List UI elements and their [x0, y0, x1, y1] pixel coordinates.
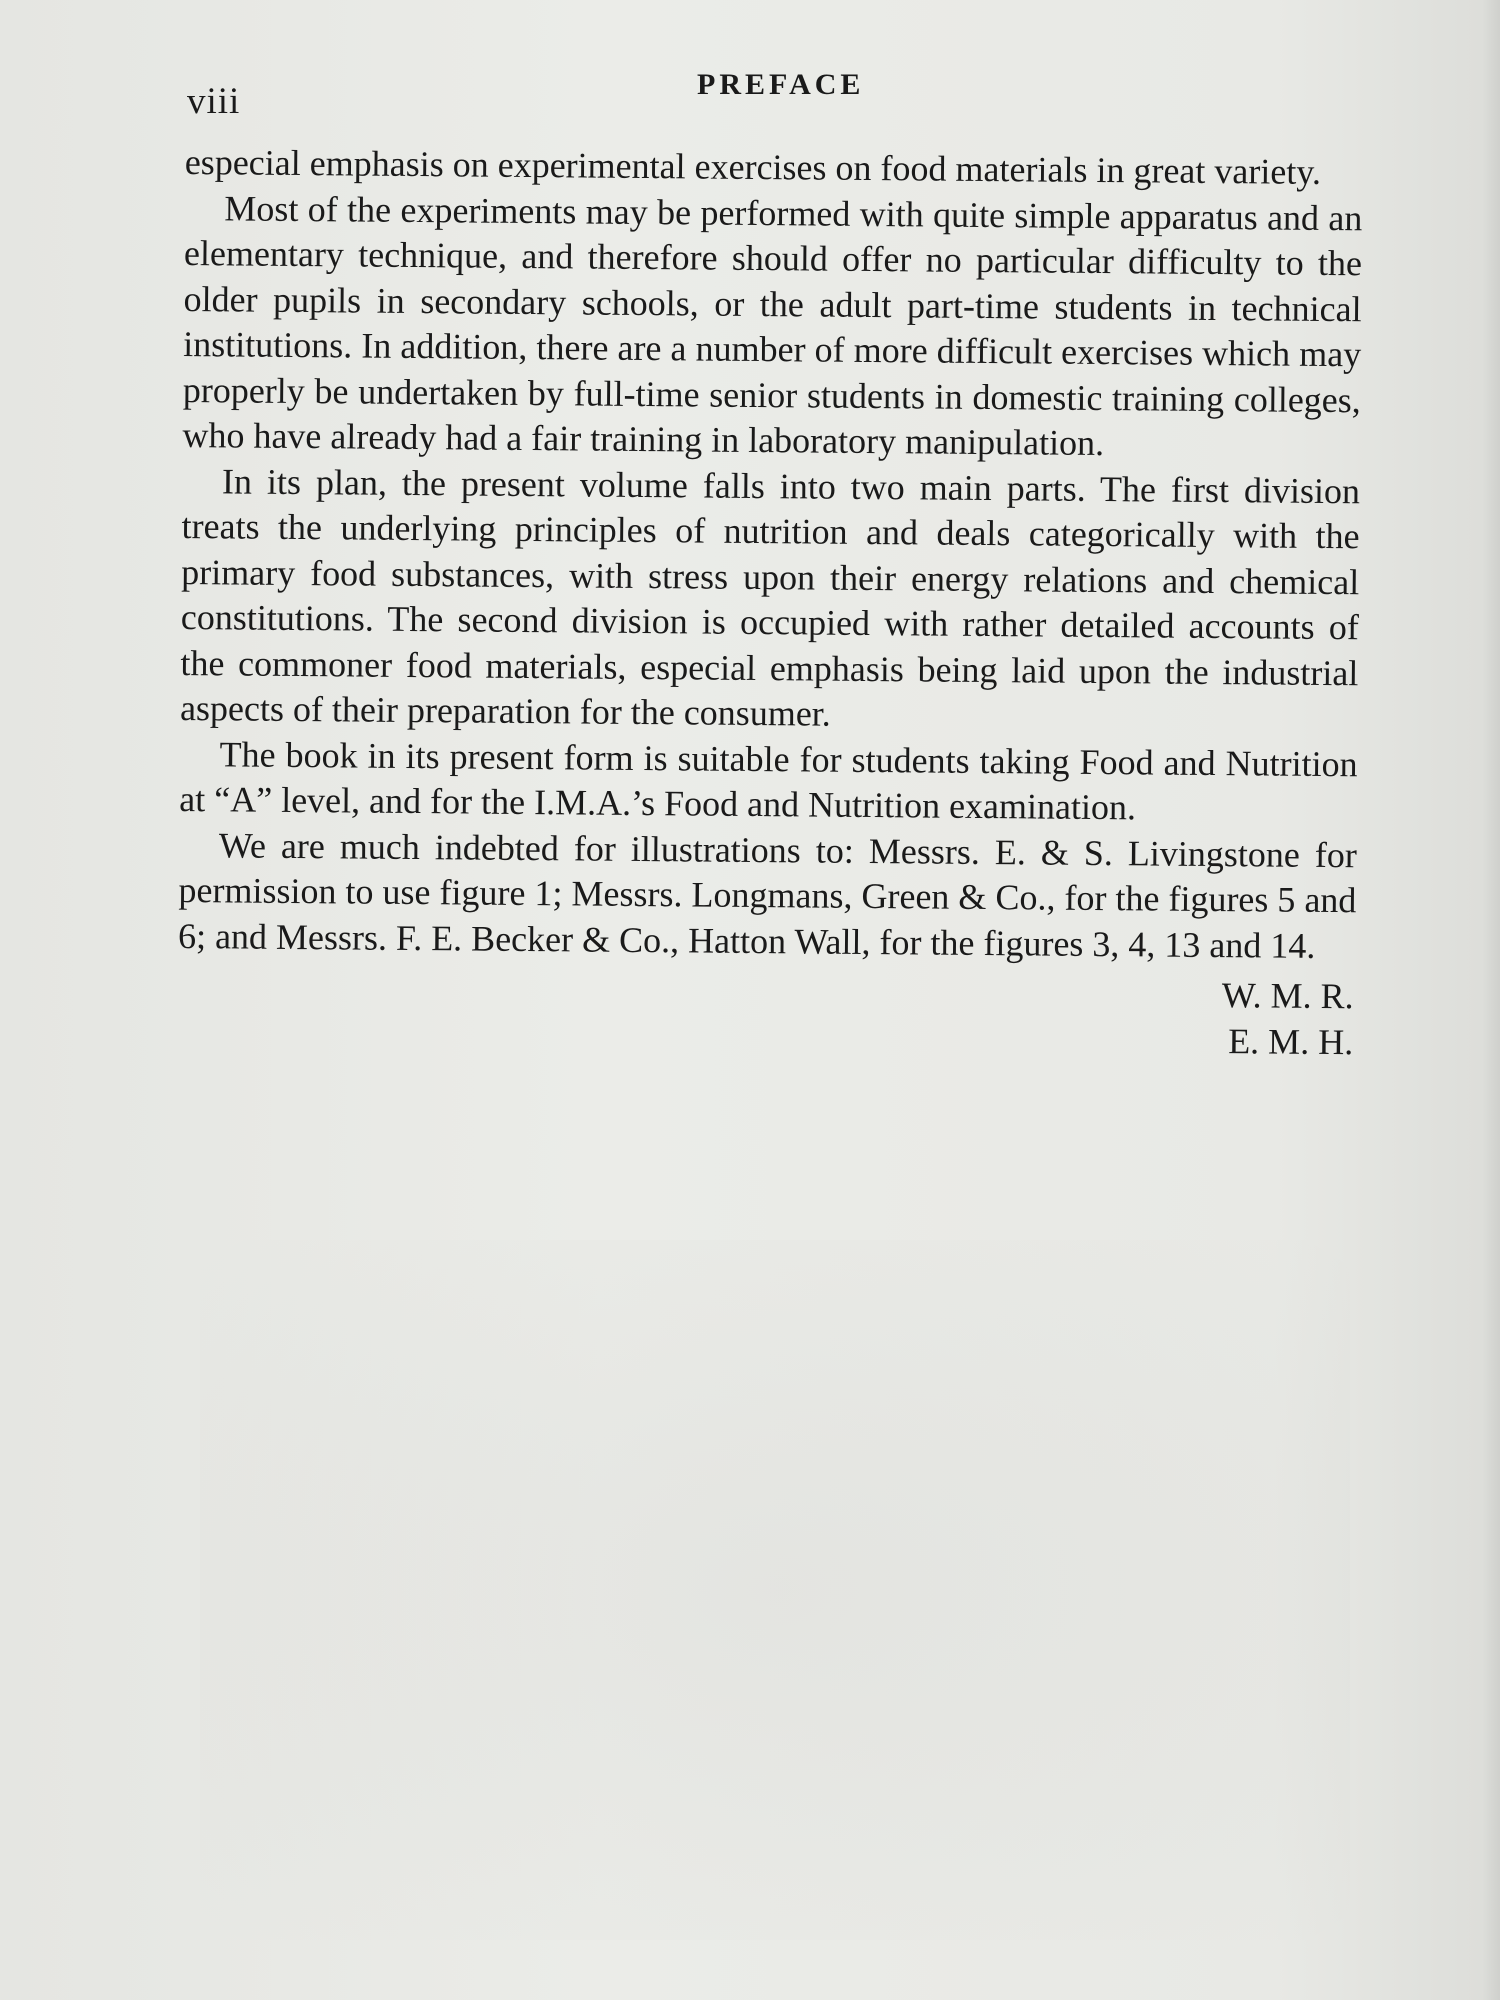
paragraph: In its plan, the present volume falls into two main parts. The first division treats the underlying principles of nutrition and deals categorically with the primary food substances, with stress upon their energy relations and chemical constitutions. The second division is occupied with rather detailed accounts of the commoner food materials, especial emphasis being laid upon the industrial aspects of their preparation for the consumer.: [179, 460, 1361, 734]
paragraph: Most of the experiments may be performed with quite simple apparatus and an elementary technique, and therefore should offer no particular difficulty to the older pupils in secondary schools, or the adult part-time students in technical institutions. In addition, there are a number of more difficult exercises which may properly be undertaken by full-time senior students in domestic training colleges, who have already had a fair training in laboratory manipulation.: [182, 187, 1363, 464]
page-number: viii: [187, 81, 241, 122]
paragraph: especial emphasis on experimental exercises on food materials in great variety.: [184, 141, 1322, 192]
paragraph: We are much indebted for illustrations to: Messrs. E. & S. Livingstone for permission to use figure 1; Messrs. Longmans, Green & Co., for the figures 5 and 6; and Messrs. F. E. Becker & Co., Hatton Wall, for the figures 3, 4, 13 and 14.: [177, 824, 1357, 966]
preface-body: [177, 140, 1363, 1065]
author-initials: [177, 963, 1356, 1065]
page-edge-shadow: [1482, 0, 1500, 2000]
running-title: PREFACE: [697, 68, 865, 101]
signature-initials: E. M. H.: [1228, 1021, 1354, 1063]
show-through-shadow: [200, 1240, 1350, 1940]
signature-initials: W. M. R.: [1221, 975, 1354, 1017]
paragraph: The book in its present form is suitable for students taking Food and Nutrition at “A” level, and for the I.M.A.’s Food and Nutrition examination.: [179, 733, 1358, 828]
page-header: [187, 66, 1367, 122]
